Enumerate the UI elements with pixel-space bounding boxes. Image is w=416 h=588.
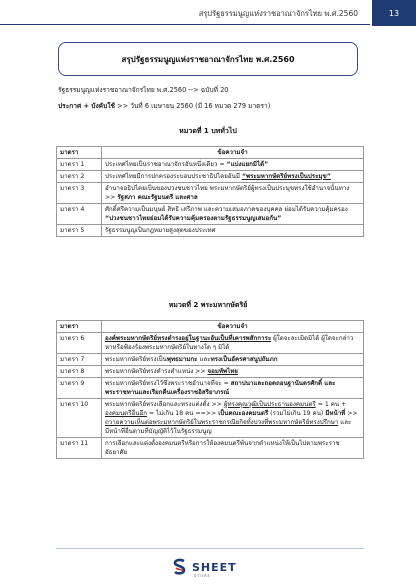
table-row (57, 204, 364, 225)
table-row (57, 171, 364, 183)
section-number: มาตรา 2 (57, 171, 102, 183)
section-text-part: เป็นคณะองคมนตรี (218, 410, 269, 417)
table-row (57, 225, 364, 237)
section-number: มาตรา 1 (57, 159, 102, 171)
section-text (102, 366, 364, 378)
section-text-part: จอมทัพไทย (207, 368, 238, 375)
table-row (57, 438, 364, 459)
header-divider (0, 24, 370, 25)
table-header-section: มาตรา (57, 147, 102, 159)
section-number: มาตรา 7 (57, 354, 102, 366)
section-text (102, 225, 364, 237)
intro-line-2 (58, 102, 270, 111)
section-text-highlight: “พระมหากษัตริย์ทรงเป็นประมุข” (241, 173, 331, 180)
chapter-2-title: หมวดที่ 2 พระมหากษัตริย์ (168, 301, 248, 309)
section-text-body: รัฐธรรมนูญเป็นกฎหมายสูงสุดของประเทศ (105, 227, 216, 234)
section-text (102, 204, 364, 225)
table-header-text: ข้อความจำ (102, 147, 364, 159)
table-row (57, 183, 364, 204)
intro-line-2-label: ประกาศ + บังคับใช้ (58, 102, 115, 110)
logo-subtext: STORE (194, 574, 211, 578)
section-text-part: พระมหากษัตริย์ทรงไว้ซึ่งพระราชอำนาจที่จะ = (105, 380, 231, 387)
table-header-text: ข้อความจำ (102, 321, 364, 333)
section-text-part: พระมหากษัตริย์ทรงดำรงตำแหน่ง >> (105, 368, 208, 375)
section-text-body: ศักดิ์ศรีความเป็นมนุษย์ สิทธิ เสรีภาพ และความเสมอภาคของบุคคล ย่อมได้รับความคุ้มครอง (105, 206, 348, 213)
table-header-section: มาตรา (57, 321, 102, 333)
section-text-part: (รวมไม่เกิน 19 คน) (268, 410, 326, 417)
section-text-part: และ (197, 356, 211, 363)
table-row (57, 333, 364, 354)
chapter-1-table (56, 146, 364, 237)
section-text (102, 159, 364, 171)
section-text-part: พุทธมามกะ (166, 356, 198, 363)
section-text-part: และมีหน้าที่อื่นตามที่บัญญัติไว้ในรัฐธรรมนูญ (105, 419, 352, 435)
page-number: 13 (372, 0, 416, 26)
section-text-part: ถวายความเห็นต่อพระมหากษัตริย์ในพระราชกรณียกิจทั้งปวงที่พระมหากษัตริย์ทรงปรึกษา (105, 419, 339, 426)
sheet-store-logo (172, 558, 237, 576)
table-row (57, 366, 364, 378)
section-number: มาตรา 8 (57, 366, 102, 378)
section-text-part: มีหน้าที่ (325, 410, 346, 417)
section-text-part: = 1 คน + (315, 401, 347, 408)
intro-line-2-value: >> วันที่ 6 เมษายน 2560 (มี 16 หมวด 279 มาตรา) (117, 102, 271, 110)
section-text-part: พระมหากษัตริย์ทรงเลือกและทรงแต่งตั้ง >> (105, 401, 224, 408)
section-text-highlight: “ปวงชนชาวไทยย่อมได้รับความคุ้มครองตามรัฐธรรมนูญเสมอกัน” (105, 215, 282, 222)
footer-divider (56, 548, 364, 549)
logo-mark-icon (172, 558, 188, 576)
section-text (102, 438, 364, 459)
table-row (57, 399, 364, 438)
section-text-part: ทรงเป็นอัครศาสนูปถัมภก (210, 356, 278, 363)
section-number: มาตรา 3 (57, 183, 102, 204)
section-number: มาตรา 11 (57, 438, 102, 459)
section-text-part: ผู้ทรงคุณวุฒิเป็นประธานองคมนตรี (223, 401, 316, 408)
section-text (102, 171, 364, 183)
section-text-part: = ไม่เกิน 18 คน ==>> (146, 410, 219, 417)
logo-text: SHEET (192, 560, 237, 574)
section-text-part: การเลือกและแต่งตั้งองคมนตรีหรือการให้องคมนตรีพ้นจากตำแหน่งให้เป็นไปตามพระราชอัธยาศัย (105, 440, 340, 456)
section-text (102, 183, 364, 204)
page-header (0, 0, 416, 28)
table-row (57, 159, 364, 171)
section-text-body: ประเทศไทยเป็นราชอาณาจักรอันหนึ่งเดียว = (105, 161, 227, 168)
chapter-1-title: หมวดที่ 1 บททั่วไป (179, 127, 237, 135)
document-title: สรุปรัฐธรรมนูญแห่งราชอาณาจักรไทย พ.ศ.2560 (58, 42, 358, 76)
section-text-part: ผู้ใดจะละเมิดมิได้ ผู้ใดจะกล่าวหาหรือฟ้องร้องพระมหากษัตริย์ในทางใด ๆ มิได้ (105, 335, 354, 351)
section-text (102, 378, 364, 399)
table-row (57, 354, 364, 366)
section-text-part: องคมนตรีอื่นอีก (105, 410, 147, 417)
section-number: มาตรา 5 (57, 225, 102, 237)
section-text-part: >> (345, 410, 358, 417)
section-number: มาตรา 6 (57, 333, 102, 354)
intro-line-1: รัฐธรรมนูญแห่งราชอาณาจักรไทย พ.ศ.2560 --> ฉบับที่ 20 (58, 86, 229, 94)
section-text-part: พระมหากษัตริย์ทรงเป็น (105, 356, 167, 363)
section-text-part: องค์พระมหากษัตริย์ทรงดำรงอยู่ในฐานะอันเป็นที่เคารพสักการะ (105, 335, 272, 342)
chapter-2-table (56, 320, 364, 459)
section-text-body: ประเทศไทยมีการปกครองระบอบประชาธิปไตยอันมี (105, 173, 242, 180)
section-number: มาตรา 10 (57, 399, 102, 438)
section-number: มาตรา 4 (57, 204, 102, 225)
section-text (102, 333, 364, 354)
section-text (102, 399, 364, 438)
header-title: สรุปรัฐธรรมนูญแห่งราชอาณาจักรไทย พ.ศ.2560 (198, 9, 358, 18)
table-row (57, 378, 364, 399)
section-text-body: อำนาจอธิปไตยเป็นของปวงชนชาวไทย พระมหากษัตริย์ผู้ทรงเป็นประมุขทรงใช้อำนาจนั้นทาง >> (105, 185, 350, 201)
section-text-highlight: รัฐสภา คณะรัฐมนตรี และศาล (117, 194, 198, 201)
section-text-part: สถาปนาและถอดถอนฐานันดรศักดิ์ และพระราชทานและเรียกคืนเครื่องราชอิสริยาภรณ์ (105, 380, 336, 396)
section-number: มาตรา 9 (57, 378, 102, 399)
section-text-highlight: “แบ่งแยกมิได้” (226, 161, 269, 168)
section-text (102, 354, 364, 366)
